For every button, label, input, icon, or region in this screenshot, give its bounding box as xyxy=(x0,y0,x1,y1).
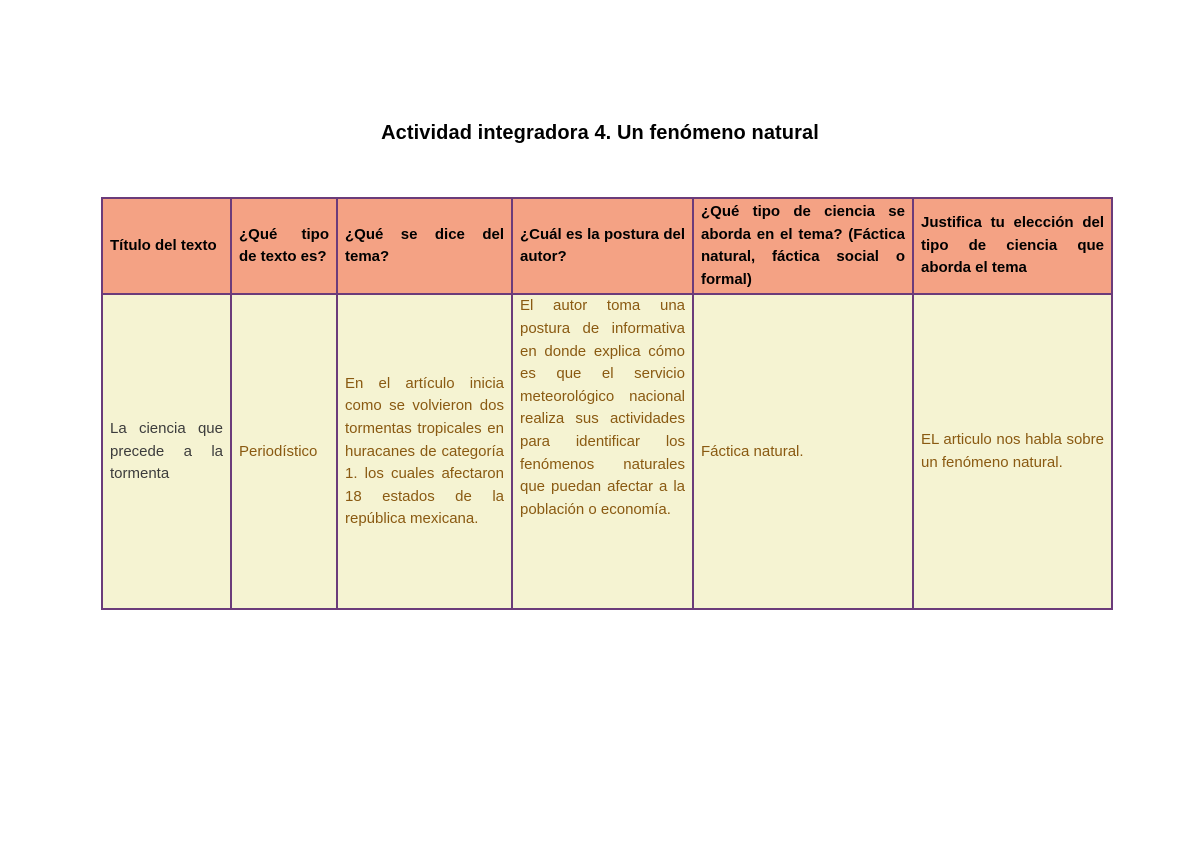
cell-text: La ciencia que precede a la tormenta xyxy=(110,419,223,483)
activity-table xyxy=(101,197,1113,610)
page-title: Actividad integradora 4. Un fenómeno natural xyxy=(381,122,819,144)
table-header-row xyxy=(102,198,1112,294)
cell-tipo-texto xyxy=(231,294,337,609)
cell-text: EL articulo nos habla sobre un fenómeno natural. xyxy=(921,431,1104,471)
cell-titulo xyxy=(102,294,231,609)
table-row xyxy=(102,294,1112,609)
cell-postura-autor xyxy=(512,294,693,609)
cell-text: Fáctica natural. xyxy=(701,442,804,460)
header-postura-autor: ¿Cuál es la postura del autor? xyxy=(512,198,693,294)
header-titulo: Título del texto xyxy=(102,198,231,294)
header-tipo-texto: ¿Qué tipo de texto es? xyxy=(231,198,337,294)
cell-justifica xyxy=(913,294,1112,609)
header-que-se-dice: ¿Qué se dice del tema? xyxy=(337,198,512,294)
cell-tipo-ciencia xyxy=(693,294,913,609)
cell-que-se-dice xyxy=(337,294,512,609)
header-justifica: Justifica tu elección del tipo de ciencia que aborda el tema xyxy=(913,198,1112,294)
cell-text: El autor toma una postura de informativa en donde explica cómo es que el servicio meteorológico nacional realiza sus actividades para identificar los fenómenos naturales que puedan afectar a la población o economía. xyxy=(520,297,685,518)
cell-text: En el artículo inicia como se volvieron dos tormentas tropicales en huracanes de categoría 1. los cuales afectaron 18 estados de la república mexicana. xyxy=(345,374,504,528)
header-tipo-ciencia: ¿Qué tipo de ciencia se aborda en el tema? (Fáctica natural, fáctica social o formal) xyxy=(693,198,913,294)
cell-text: Periodístico xyxy=(239,442,318,460)
